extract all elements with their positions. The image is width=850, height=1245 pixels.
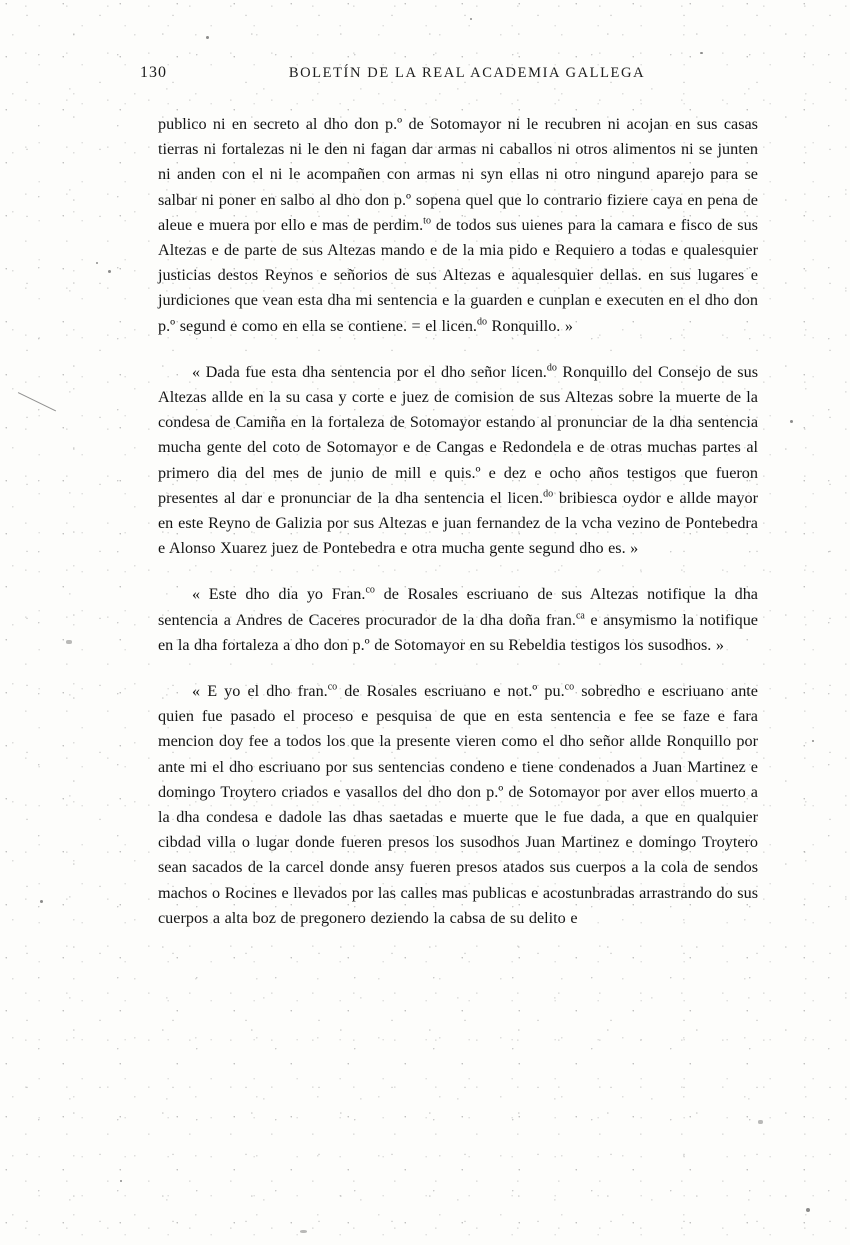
page-number: 130 bbox=[140, 64, 167, 81]
paragraph-2: « Dada fue esta dha sentencia por el dho señor licen.$^{do}$ Ronquillo del Consejo de sus Altezas allde en la su casa y corte e juez de comision de sus Altezas sobre la muerte de la condesa de Camiña en la fortaleza de Sotomayor estando al pronunciar de la dha sentencia mucha gente del coto de Sotomayor e de Cangas e Redondela e de otras muchas partes al primero dia del mes de junio de mill e quis.º e dez e ocho años testigos que fueron presentes al dar e pronunciar de la dha sentencia el licen.$^{do}$ bribiesca oydor e allde mayor en este Reyno de Galizia por sus Altezas e juan fernandez de la vcha vezino de Pontebedra e Alonso Xuarez juez de Pontebedra e otra mucha gente segund dho es. » bbox=[158, 362, 758, 558]
paragraph-4: « E yo el dho fran.$^{co}$ de Rosales escriuano e not.º pu.$^{co}$ sobredho e escriuano ante quien fue pasado el proceso e pesquisa de que en esta sentencia e fee se faze e fara mencion doy fee a todos los que la presente vieren como el dho señor allde Ronquillo por ante mi el dho escriuano por sus sentencias condeno e tiene condenados a Juan Martinez e domingo Troytero criados e vasallos del dho don p.º de Sotomayor por aver ellos muerto a la dha condesa e dadole las dhas saetadas e muerte que le fue dada, a que en qualquier cibdad villa o lugar donde fueren presos los susodhos Juan Martinez e domingo Troytero sean sacados de la carcel donde ansy fueren presos atados sus cuerpos a la cola de sendos machos o Rocines e llevados por las calles mas publicas e acostunbradas arrastrando do sus cuerpos a alta boz de pregonero deziendo la cabsa de su delito e bbox=[158, 681, 758, 927]
scan-speck bbox=[96, 262, 98, 264]
scan-blotch bbox=[758, 1120, 763, 1124]
paragraph-1: publico ni en secreto al dho don p.º de Sotomayor ni le recubren ni acojan en sus casas tierras ni fortalezas ni le den ni fagan dar armas ni caballos ni otros alimentos ni se junten ni anden con el ni le acompañen con armas ni syn ellas ni otro ningund aparejo para se salbar ni poner en salbo al dho don p.º sopena quel que lo contrario fiziere caya en pena de aleue e muera por ello e mas de perdim.$^{to}$ de todos sus uienes para la camara e fisco de sus Altezas e de parte de sus Altezas mando e de la mia pido e Requiero a todas e qualesquier justicias destos Reynos e señorios de sus Altezas e aqualesquier dellas. en sus lugares e jurdiciones que vean esta dha mi sentencia e la guarden e cunplan e executen en el dho don p.º segund e como en ella se contiene. = el licen.$^{do}$ Ronquillo. » bbox=[158, 115, 758, 335]
scan-speck bbox=[120, 1180, 122, 1182]
scan-speck bbox=[108, 270, 111, 273]
scan-speck bbox=[806, 1208, 810, 1212]
margin-pencil-mark bbox=[18, 392, 62, 418]
body-text bbox=[158, 112, 758, 931]
scan-speck bbox=[40, 900, 43, 903]
scan-speck bbox=[790, 420, 793, 423]
scan-blotch bbox=[66, 640, 72, 644]
scan-blotch bbox=[300, 1230, 307, 1233]
scan-speck bbox=[470, 18, 472, 20]
scan-speck bbox=[812, 740, 814, 742]
scan-speck bbox=[206, 36, 209, 39]
paragraph-3: « Este dho dia yo Fran.$^{co}$ de Rosales escriuano de sus Altezas notifique la dha sentencia a Andres de Caceres procurador de la dha doña fran.$^{ca}$ e ansymismo la notifique en la dha fortaleza a dho don p.º de Sotomayor en su Rebeldia testigos los susodhos. » bbox=[158, 585, 758, 654]
running-head bbox=[140, 64, 760, 86]
journal-title: BOLETÍN DE LA REAL ACADEMIA GALLEGA bbox=[288, 65, 646, 81]
scan-speck bbox=[700, 52, 703, 54]
